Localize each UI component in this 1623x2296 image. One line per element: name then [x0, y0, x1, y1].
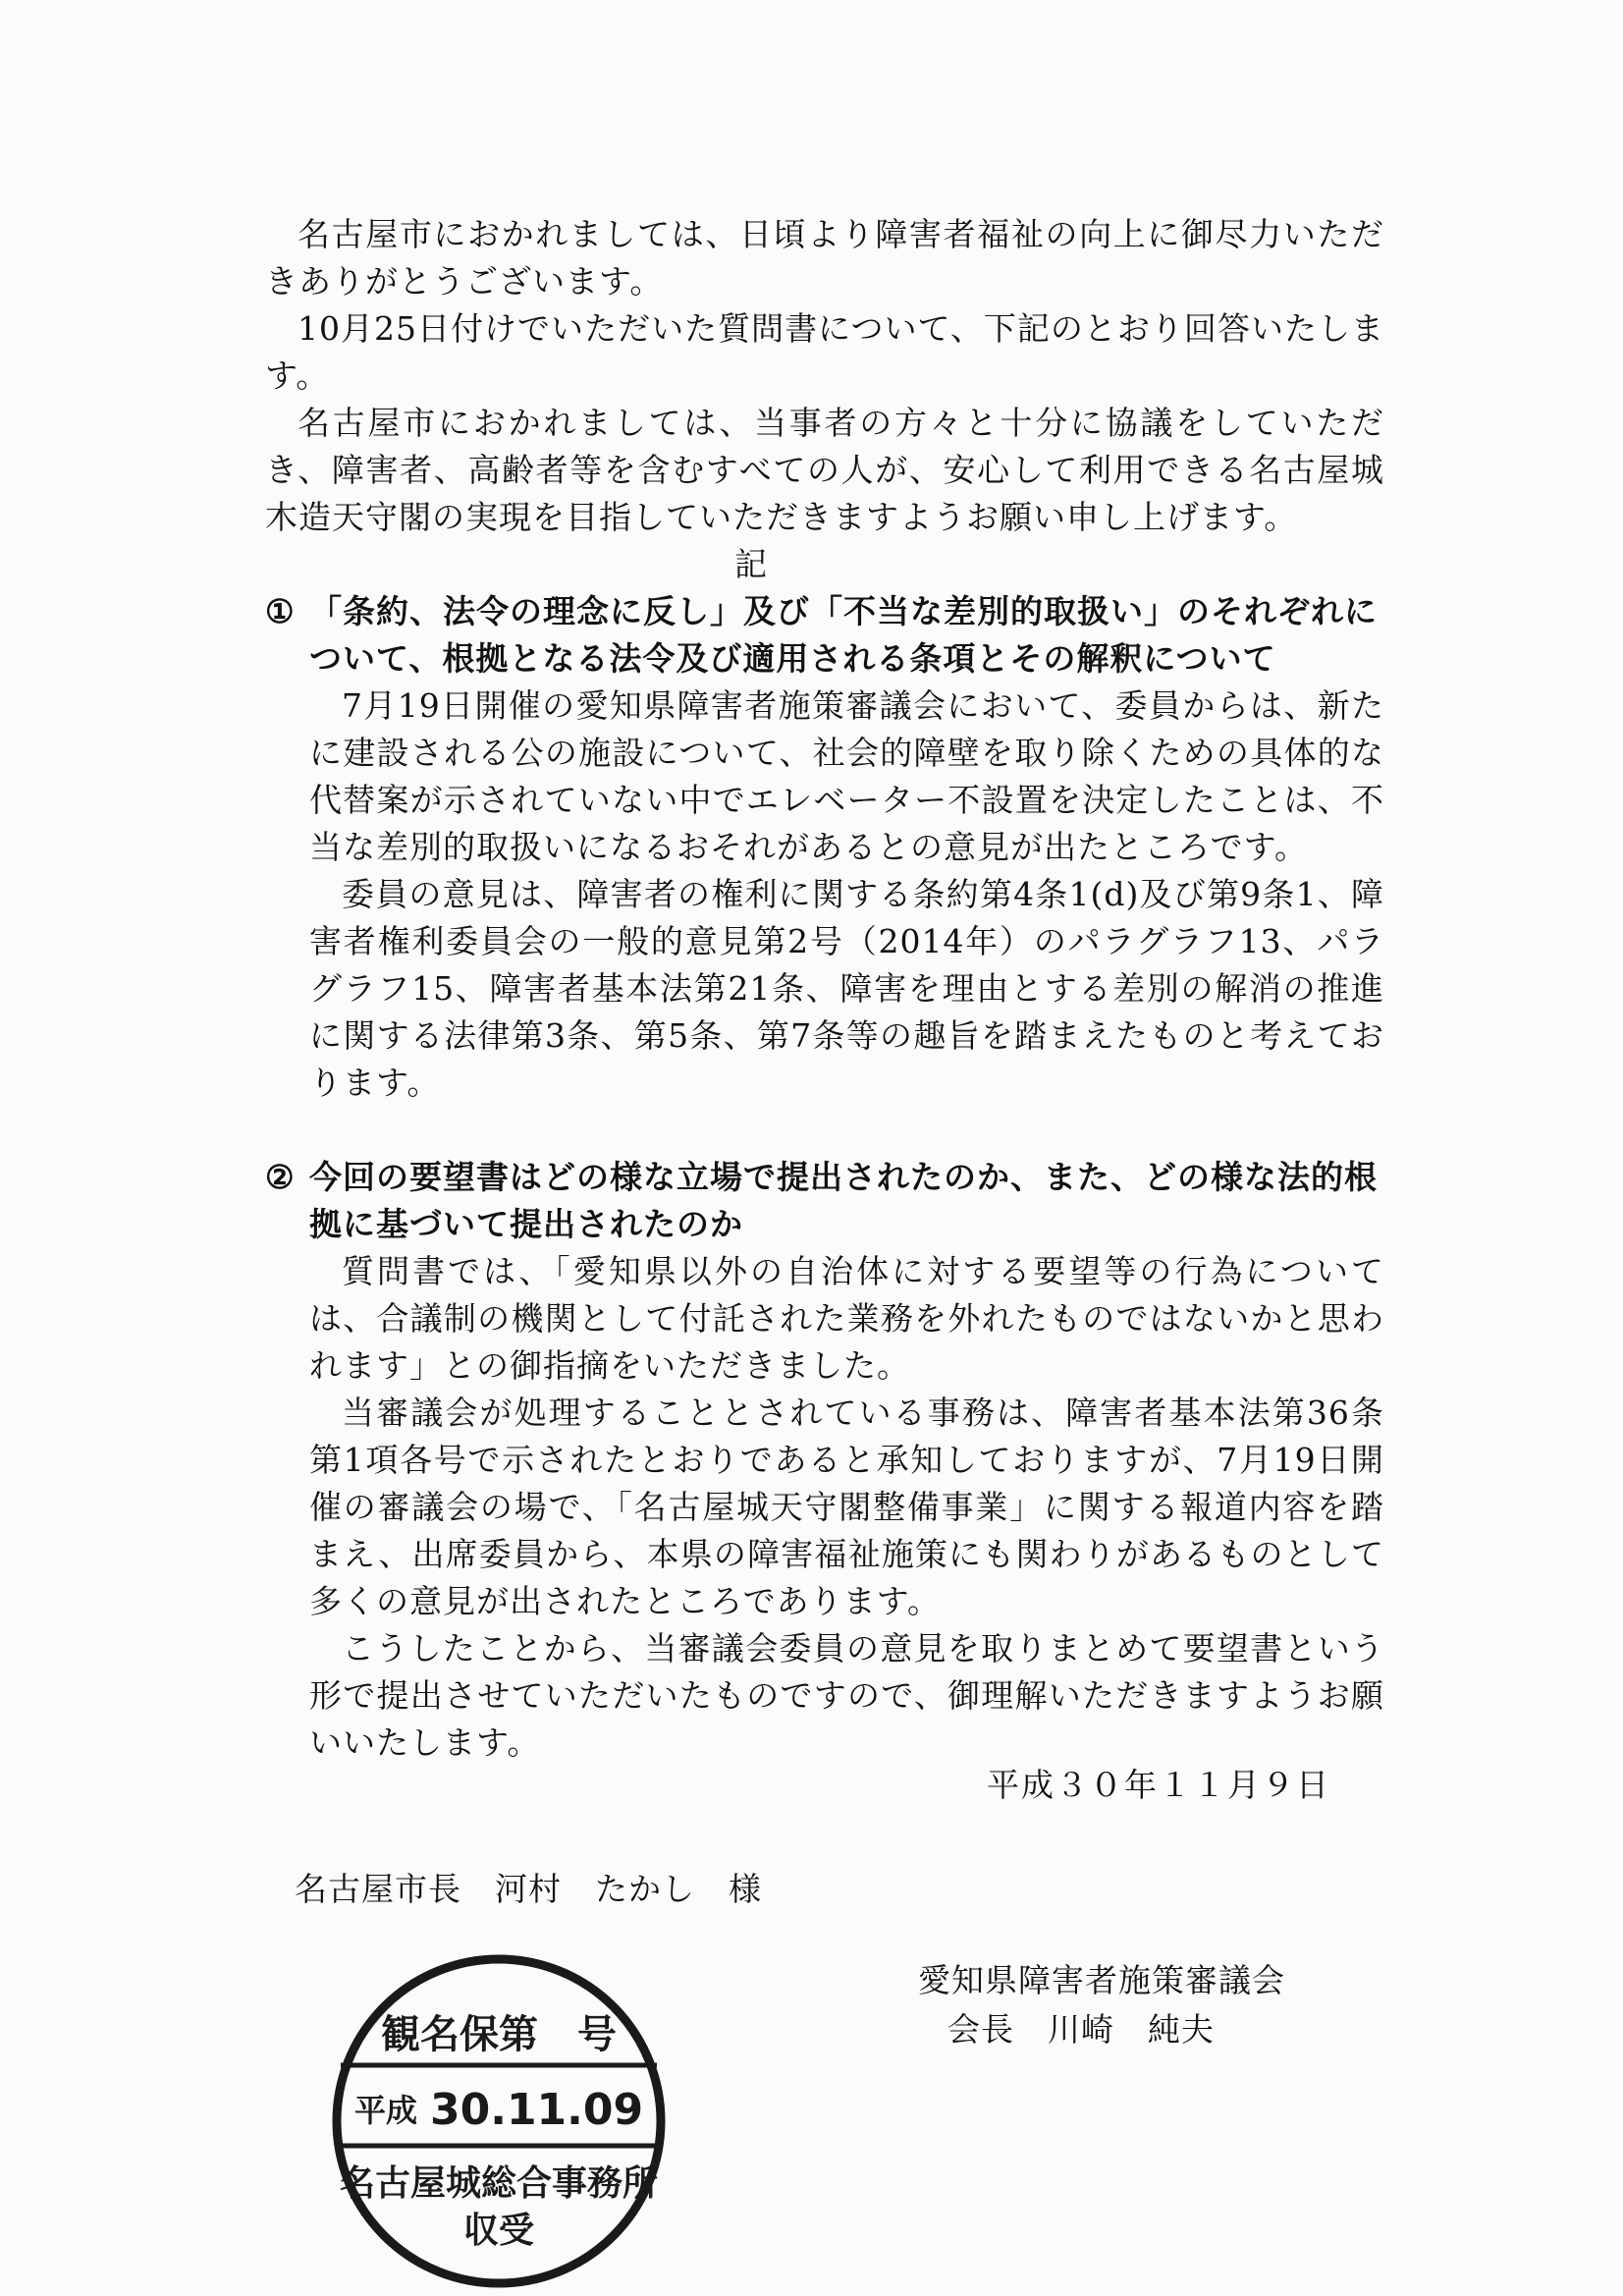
item-2-body [309, 1248, 1384, 1767]
stamp-date: 30.11.09 [430, 2085, 644, 2135]
intro-paragraph-1: 名古屋市におかれましては、日頃より障害者福祉の向上に御尽力いただきありがとうございます。 [265, 215, 1384, 301]
item-2-paragraph-1: 質問書では、「愛知県以外の自治体に対する要望等の行為については、合議制の機関として付託された業務を外れたものではないかと思われます」との御指摘をいただきました。 [309, 1252, 1384, 1385]
item-2-paragraph-2: 当審議会が処理することとされている事務は、障害者基本法第36条第1項各号で示されたとおりであると承知しておりますが、7月19日開催の審議会の場で、「名古屋城天守閣整備事業」に関する報道内容を踏まえ、出席委員から、本県の障害福祉施策にも関わりがあるものとして多くの意見が出されたところであります。 [309, 1394, 1384, 1620]
addressee: 名古屋市長 河村 たかし 様 [295, 1870, 762, 1908]
ki-heading: 記 [734, 545, 768, 583]
item-1-heading-block [265, 588, 1384, 683]
stamp-era: 平成 [354, 2092, 418, 2129]
intro-paragraph-3: 名古屋市におかれましては、当事者の方々と十分に協議をしていただき、障害者、高齢者等を含むすべての人が、安心して利用できる名古屋城木造天守閣の実現を目指していただきますようお願い申し上げます。 [265, 404, 1384, 536]
letter-date: 平成３０年１１月９日 [987, 1766, 1330, 1804]
item-1-paragraph-2: 委員の意見は、障害者の権利に関する条約第4条1(d)及び第9条1、障害者権利委員会の一般的意見第2号（2014年）のパラグラフ13、パラグラフ15、障害者基本法第21条、障害を理由とする差別の解消の推進に関する法律第3条、第5条、第7条等の趣旨を踏まえたものと考えております。 [309, 875, 1384, 1102]
sender-block [918, 1956, 1285, 2054]
sender-name: 会長 川崎 純夫 [947, 2010, 1215, 2049]
item-1 [265, 588, 1384, 1107]
item-1-paragraph-1: 7月19日開催の愛知県障害者施策審議会において、委員からは、新たに建設される公の施設について、社会的障壁を取り除くための具体的な代替案が示されていない中でエレベーター不設置を決定したことは、不当な差別的取扱いになるおそれがあるとの意見が出たところです。 [309, 686, 1384, 866]
section-gap [265, 1107, 1384, 1154]
stamp-line-4: 収受 [462, 2211, 535, 2251]
stamp-line-3: 名古屋城総合事務所 [339, 2163, 659, 2204]
letter-body [265, 211, 1384, 1767]
item-2-paragraph-3: こうしたことから、当審議会委員の意見を取りまとめて要望書という形で提出させていただいたものですので、御理解いただきますようお願いいたします。 [309, 1629, 1384, 1762]
item-2-heading: 今回の要望書はどの様な立場で提出されたのか、また、どの様な法的根拠に基づいて提出されたのか [309, 1158, 1378, 1243]
sender-organization: 愛知県障害者施策審議会 [918, 1961, 1285, 1999]
item-2 [265, 1154, 1384, 1767]
item-1-number: ① [265, 592, 296, 630]
item-2-heading-block [265, 1154, 1384, 1248]
stamp-line-1: 観名保第 号 [381, 2012, 617, 2057]
item-1-body [309, 683, 1384, 1107]
item-2-number: ② [265, 1158, 296, 1196]
intro-paragraph-2: 10月25日付けでいただいた質問書について、下記のとおり回答いたします。 [265, 309, 1384, 395]
reception-stamp [327, 1949, 671, 2293]
item-1-heading: 「条約、法令の理念に反し」及び「不当な差別的取扱い」のそれぞれについて、根拠となる法令及び適用される条項とその解釈について [309, 592, 1378, 678]
